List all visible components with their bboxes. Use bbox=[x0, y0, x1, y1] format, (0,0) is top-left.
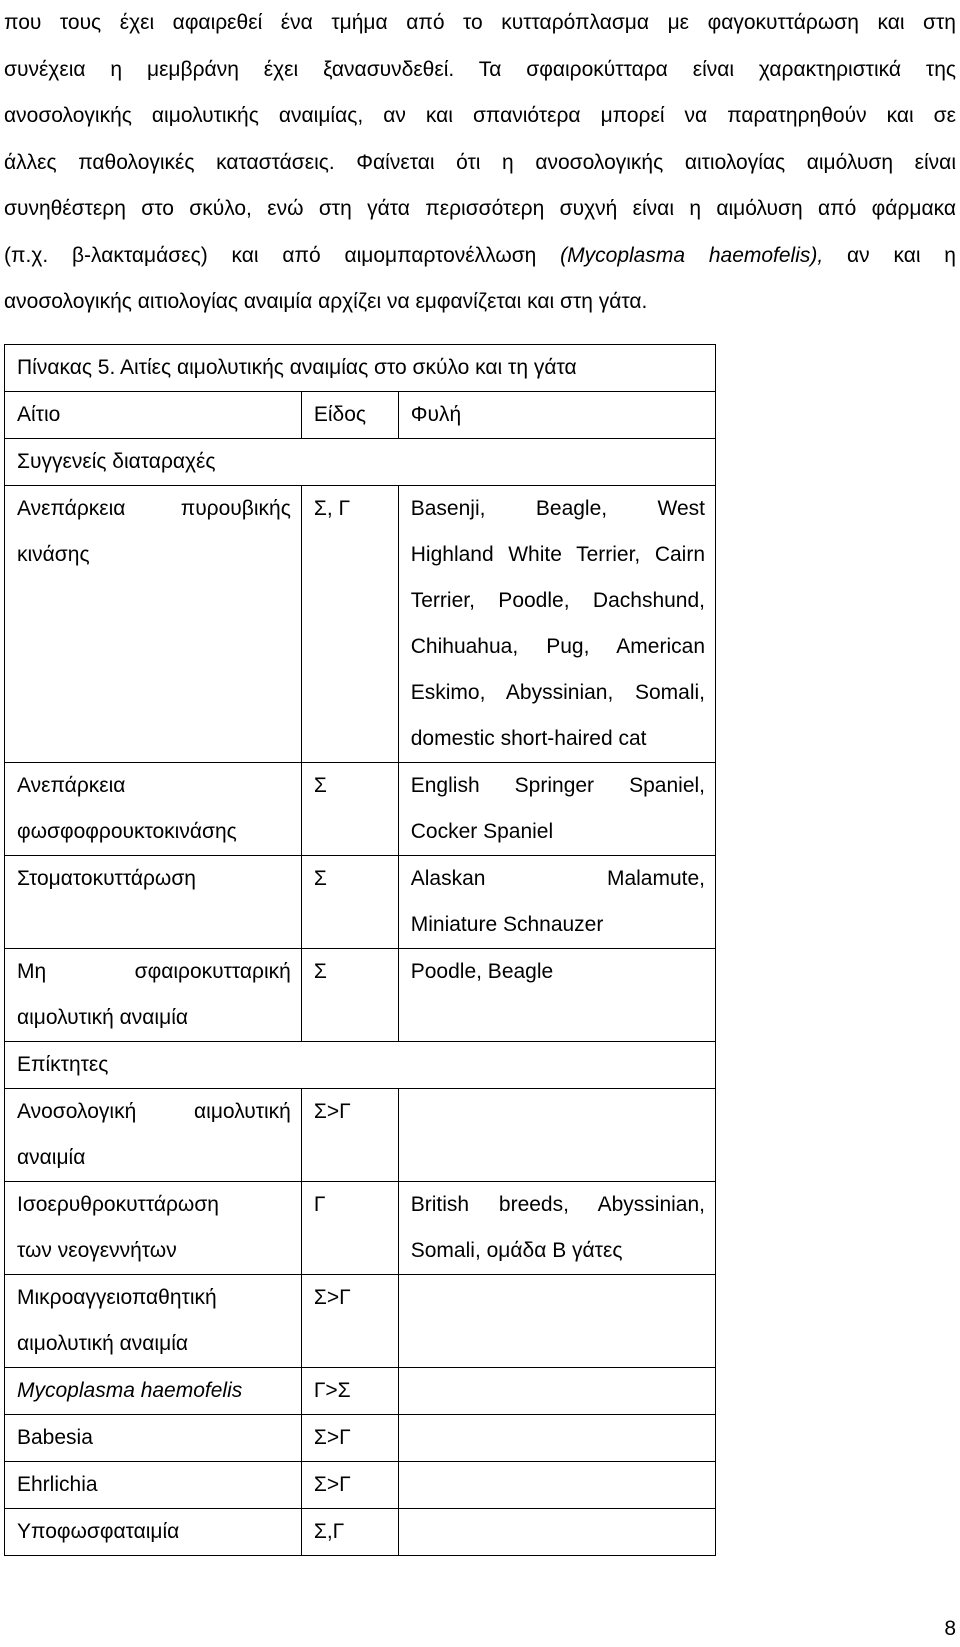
breed-cell bbox=[398, 1182, 715, 1275]
table-body bbox=[5, 345, 716, 1556]
cause-cell bbox=[5, 1415, 302, 1462]
table-header-row bbox=[5, 392, 716, 439]
species-cell: Σ bbox=[301, 856, 398, 949]
table-caption-row bbox=[5, 345, 716, 392]
table-row bbox=[5, 856, 716, 949]
cause-cell bbox=[5, 1275, 302, 1368]
paragraph-text: αν και η bbox=[823, 243, 956, 267]
cause-cell bbox=[5, 1368, 302, 1415]
section-title: Επίκτητες bbox=[5, 1042, 716, 1089]
cell-line: Mycoplasma haemofelis bbox=[17, 1379, 243, 1402]
cell-line: British breeds, Abyssinian, bbox=[410, 1193, 705, 1216]
table-row bbox=[5, 1182, 716, 1275]
cell-line: Highland White Terrier, Cairn bbox=[410, 543, 705, 566]
cause-cell bbox=[5, 856, 302, 949]
cell-line: Eskimo, Abyssinian, Somali, bbox=[410, 681, 705, 704]
table-row bbox=[5, 1368, 716, 1415]
species-cell: Γ bbox=[301, 1182, 398, 1275]
cell-line: Basenji, Beagle, West bbox=[410, 497, 705, 520]
table-row bbox=[5, 1275, 716, 1368]
species-cell: Σ bbox=[301, 763, 398, 856]
cell-line: φωσφοφρουκτοκινάσης bbox=[17, 820, 237, 843]
header-species: Είδος bbox=[301, 392, 398, 439]
breed-cell bbox=[398, 1089, 715, 1182]
cell-line: Babesia bbox=[17, 1426, 93, 1449]
page-number: 8 bbox=[944, 1617, 956, 1640]
breed-cell bbox=[398, 1275, 715, 1368]
breed-cell bbox=[398, 486, 715, 763]
species-cell: Σ, Γ bbox=[301, 486, 398, 763]
cause-cell bbox=[5, 1182, 302, 1275]
cell-line: Ανεπάρκεια πυρουβικής bbox=[17, 497, 291, 520]
table-caption: Πίνακας 5. Αιτίες αιμολυτικής αναιμίας στο σκύλο και τη γάτα bbox=[5, 345, 716, 392]
species-cell: Σ>Γ bbox=[301, 1275, 398, 1368]
table-row bbox=[5, 763, 716, 856]
table-row bbox=[5, 1462, 716, 1509]
species-cell: Γ>Σ bbox=[301, 1368, 398, 1415]
breed-cell bbox=[398, 1509, 715, 1556]
breed-cell bbox=[398, 1462, 715, 1509]
breed-cell bbox=[398, 1415, 715, 1462]
cell-line: domestic short-haired cat bbox=[410, 727, 647, 750]
body-paragraph bbox=[4, 0, 956, 326]
table-row bbox=[5, 1089, 716, 1182]
cell-line: English Springer Spaniel, bbox=[410, 774, 705, 797]
cell-line: Μη σφαιροκυτταρική bbox=[17, 960, 291, 983]
cause-cell bbox=[5, 1089, 302, 1182]
species-cell: Σ bbox=[301, 949, 398, 1042]
header-cause: Αίτιο bbox=[5, 392, 302, 439]
cause-cell bbox=[5, 486, 302, 763]
table-row bbox=[5, 1415, 716, 1462]
species-cell: Σ>Γ bbox=[301, 1462, 398, 1509]
paragraph-line: ανοσολογικής αιτιολογίας αναιμία αρχίζει να εμφανίζεται και στη γάτα. bbox=[4, 290, 648, 313]
cell-line: Miniature Schnauzer bbox=[410, 913, 604, 936]
paragraph-line: άλλες παθολογικές καταστάσεις. Φαίνεται ότι η ανοσολογικής αιτιολογίας αιμόλυση είναι bbox=[4, 150, 956, 174]
cause-cell bbox=[5, 1462, 302, 1509]
table-row bbox=[5, 1509, 716, 1556]
species-cell: Σ>Γ bbox=[301, 1089, 398, 1182]
cell-line: Ehrlichia bbox=[17, 1473, 98, 1496]
cell-line: αιμολυτική αναιμία bbox=[17, 1332, 188, 1355]
cell-line: Μικροαγγειοπαθητική bbox=[17, 1286, 217, 1309]
hemolytic-anemia-table bbox=[4, 344, 716, 1556]
section-title: Συγγενείς διαταραχές bbox=[5, 439, 716, 486]
cell-line: Cocker Spaniel bbox=[410, 820, 554, 843]
breed-cell bbox=[398, 856, 715, 949]
section-row-congenital bbox=[5, 439, 716, 486]
cause-cell bbox=[5, 1509, 302, 1556]
species-cell: Σ,Γ bbox=[301, 1509, 398, 1556]
cell-line: Στοματοκυττάρωση bbox=[17, 867, 196, 890]
paragraph-line: συνέχεια η μεμβράνη έχει ξανασυνδεθεί. Τα σφαιροκύτταρα είναι χαρακτηριστικά της bbox=[4, 57, 956, 81]
paragraph-line: ανοσολογικής αιμολυτικής αναιμίας, αν και σπανιότερα μπορεί να παρατηρηθούν και σε bbox=[4, 104, 956, 127]
cell-line: Somali, ομάδα Β γάτες bbox=[410, 1239, 623, 1262]
cell-line: αιμολυτική αναιμία bbox=[17, 1006, 188, 1029]
cell-line: Terrier, Poodle, Dachshund, bbox=[410, 589, 705, 612]
cell-line: Ανοσολογική αιμολυτική bbox=[17, 1100, 291, 1123]
species-cell: Σ>Γ bbox=[301, 1415, 398, 1462]
breed-cell bbox=[398, 763, 715, 856]
breed-cell bbox=[398, 1368, 715, 1415]
cell-line: Ανεπάρκεια bbox=[17, 774, 126, 797]
cell-line: αναιμία bbox=[17, 1146, 86, 1169]
cause-cell bbox=[5, 949, 302, 1042]
cell-line: Chihuahua, Pug, American bbox=[410, 635, 705, 658]
section-row-acquired bbox=[5, 1042, 716, 1089]
species-name-italic: (Mycoplasma haemofelis), bbox=[560, 243, 824, 267]
paragraph-line: που τους έχει αφαιρεθεί ένα τμήμα από το κυτταρόπλασμα με φαγοκυττάρωση και στη bbox=[4, 11, 956, 34]
table-row bbox=[5, 486, 716, 763]
cell-line: των νεογεννήτων bbox=[17, 1239, 177, 1262]
cause-cell bbox=[5, 763, 302, 856]
table-row bbox=[5, 949, 716, 1042]
paragraph-text: (π.χ. β-λακταμάσες) και από αιμομπαρτονέλλωση bbox=[4, 243, 561, 267]
cell-line: Poodle, Beagle bbox=[410, 960, 554, 983]
breed-cell bbox=[398, 949, 715, 1042]
cell-line: Υποφωσφαταιμία bbox=[17, 1520, 180, 1543]
paragraph-line bbox=[4, 233, 956, 280]
cell-line: Ισοερυθροκυττάρωση bbox=[17, 1193, 219, 1216]
header-breed: Φυλή bbox=[398, 392, 715, 439]
paragraph-line: συνηθέστερη στο σκύλο, ενώ στη γάτα περισσότερη συχνή είναι η αιμόλυση από φάρμακα bbox=[4, 197, 956, 220]
cell-line: κινάσης bbox=[17, 543, 90, 566]
cell-line: Alaskan Malamute, bbox=[410, 867, 705, 890]
